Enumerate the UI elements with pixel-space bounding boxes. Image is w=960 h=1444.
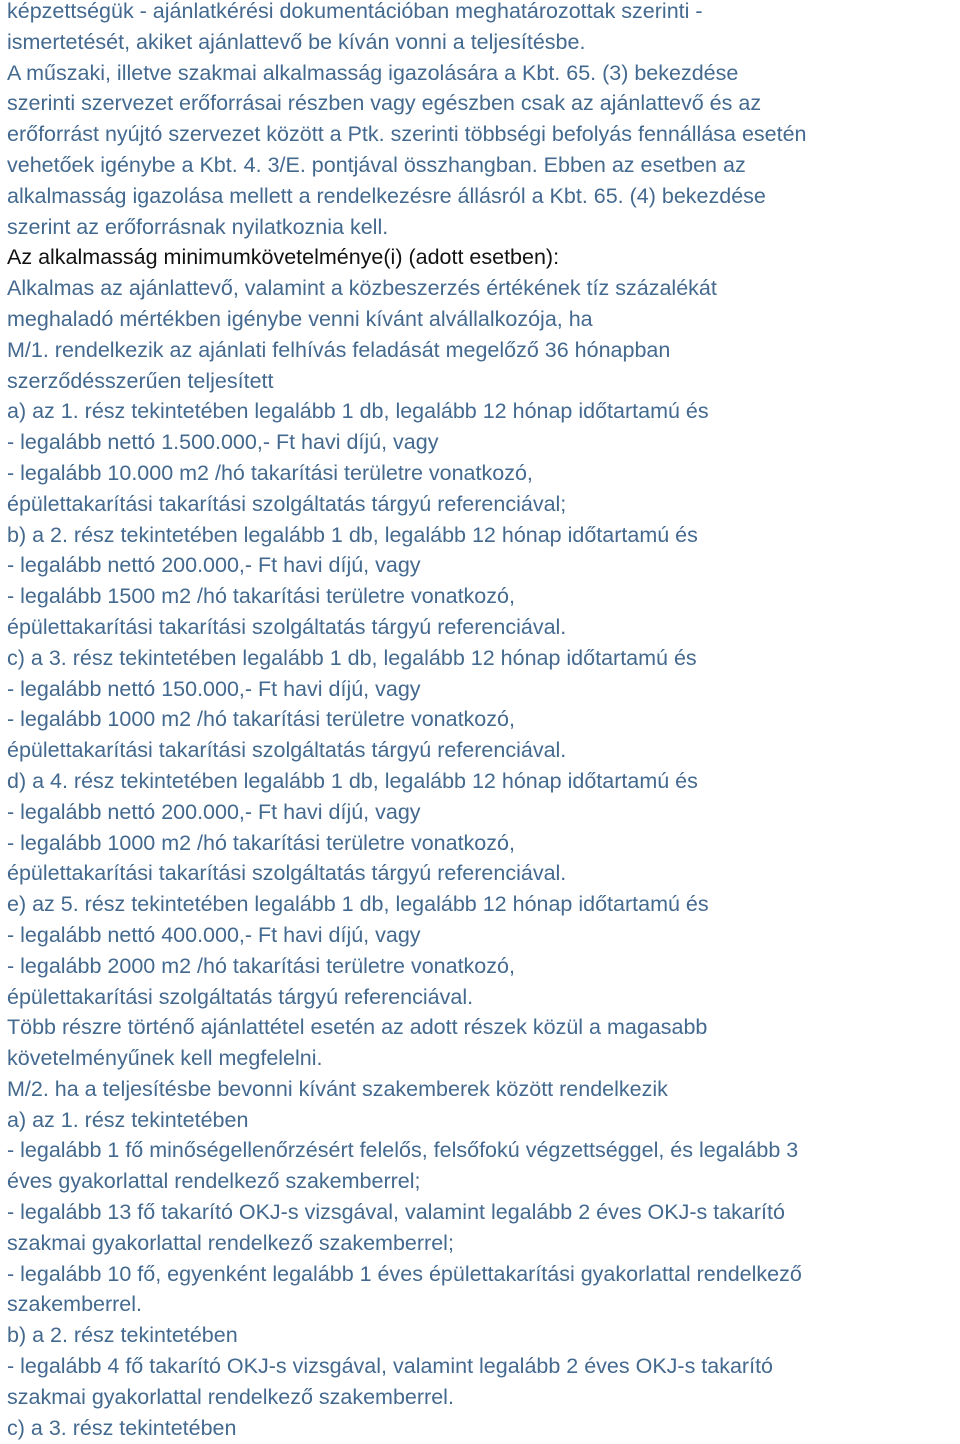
text-line: épülettakarítási takarítási szolgáltatás tárgyú referenciával. [7,738,567,763]
text-line: képzettségük - ajánlatkérési dokumentációban meghatározottak szerinti - [7,0,703,23]
text-line: b) a 2. rész tekintetében [7,1323,238,1348]
text-line: - legalább nettó 400.000,- Ft havi díjú, vagy [7,922,421,947]
text-line: szerződésszerűen teljesített [7,368,274,393]
min-requirement-heading [7,242,960,273]
text-line: a) az 1. rész tekintetében [7,1107,249,1132]
text-line: szerinti szervezet erőforrásai részben vagy egészben csak az ajánlattevő és az [7,91,762,116]
text-line: c) a 3. rész tekintetében legalább 1 db, legalább 12 hónap időtartamú és [7,645,697,670]
text-line: - legalább 13 fő takarító OKJ-s vizsgával, valamint legalább 2 éves OKJ-s takarító [7,1200,785,1225]
text-line: vehetőek igénybe a Kbt. 4. 3/E. pontjával összhangban. Ebben az esetben az [7,152,746,177]
requirements-paragraph [7,273,960,1443]
text-line: erőforrást nyújtó szervezet között a Ptk. szerinti többségi befolyás fennállása esetén [7,122,807,147]
text-line: épülettakarítási takarítási szolgáltatás tárgyú referenciával. [7,614,567,639]
text-line: szakmai gyakorlattal rendelkező szakemberrel; [7,1230,454,1255]
text-line: épülettakarítási takarítási szolgáltatás tárgyú referenciával; [7,491,567,516]
text-line: szakemberrel. [7,1292,143,1317]
text-line: követelményűnek kell megfelelni. [7,1046,323,1071]
text-line: szakmai gyakorlattal rendelkező szakemberrel. [7,1384,454,1409]
text-line: alkalmasság igazolása mellett a rendelkezésre állásról a Kbt. 65. (4) bekezdése [7,183,766,208]
text-line: épülettakarítási takarítási szolgáltatás tárgyú referenciával. [7,861,567,886]
text-line: c) a 3. rész tekintetében [7,1415,237,1440]
text-line: A műszaki, illetve szakmai alkalmasság igazolására a Kbt. 65. (3) bekezdése [7,60,739,85]
text-line: - legalább 4 fő takarító OKJ-s vizsgával, valamint legalább 2 éves OKJ-s takarító [7,1354,774,1379]
heading-line: Az alkalmasság minimumkövetelménye(i) (adott esetben): [7,245,560,270]
intro-paragraph [7,0,960,242]
text-line: - legalább nettó 200.000,- Ft havi díjú, vagy [7,553,421,578]
text-line: - legalább 1500 m2 /hó takarítási területre vonatkozó, [7,584,515,609]
text-line: - legalább 1000 m2 /hó takarítási területre vonatkozó, [7,707,515,732]
text-line: éves gyakorlattal rendelkező szakemberrel; [7,1169,421,1194]
text-line: - legalább nettó 1.500.000,- Ft havi díjú, vagy [7,430,439,455]
text-line: - legalább 10.000 m2 /hó takarítási területre vonatkozó, [7,460,533,485]
text-line: - legalább nettó 150.000,- Ft havi díjú, vagy [7,676,421,701]
text-line: épülettakarítási szolgáltatás tárgyú referenciával. [7,984,474,1009]
text-line: szerint az erőforrásnak nyilatkoznia kell. [7,214,389,239]
text-line: - legalább 10 fő, egyenként legalább 1 éves épülettakarítási gyakorlattal rendelkező [7,1261,802,1286]
text-line: M/1. rendelkezik az ajánlati felhívás feladását megelőző 36 hónapban [7,337,671,362]
text-line: M/2. ha a teljesítésbe bevonni kívánt szakemberek között rendelkezik [7,1076,668,1101]
text-line: e) az 5. rész tekintetében legalább 1 db, legalább 12 hónap időtartamú és [7,892,709,917]
text-line: meghaladó mértékben igénybe venni kívánt alvállalkozója, ha [7,306,593,331]
text-line: - legalább 1000 m2 /hó takarítási területre vonatkozó, [7,830,515,855]
text-line: ismertetését, akiket ajánlattevő be kíván vonni a teljesítésbe. [7,29,586,54]
text-line: - legalább 2000 m2 /hó takarítási területre vonatkozó, [7,953,515,978]
text-line: - legalább 1 fő minőségellenőrzésért felelős, felsőfokú végzettséggel, és legalább 3 [7,1138,799,1163]
text-line: Alkalmas az ajánlattevő, valamint a közbeszerzés értékének tíz százalékát [7,276,717,301]
text-line: a) az 1. rész tekintetében legalább 1 db, legalább 12 hónap időtartamú és [7,399,709,424]
text-line: b) a 2. rész tekintetében legalább 1 db, legalább 12 hónap időtartamú és [7,522,698,547]
text-line: Több részre történő ajánlattétel esetén az adott részek közül a magasabb [7,1015,708,1040]
text-line: - legalább nettó 200.000,- Ft havi díjú, vagy [7,799,421,824]
text-line: d) a 4. rész tekintetében legalább 1 db, legalább 12 hónap időtartamú és [7,768,698,793]
